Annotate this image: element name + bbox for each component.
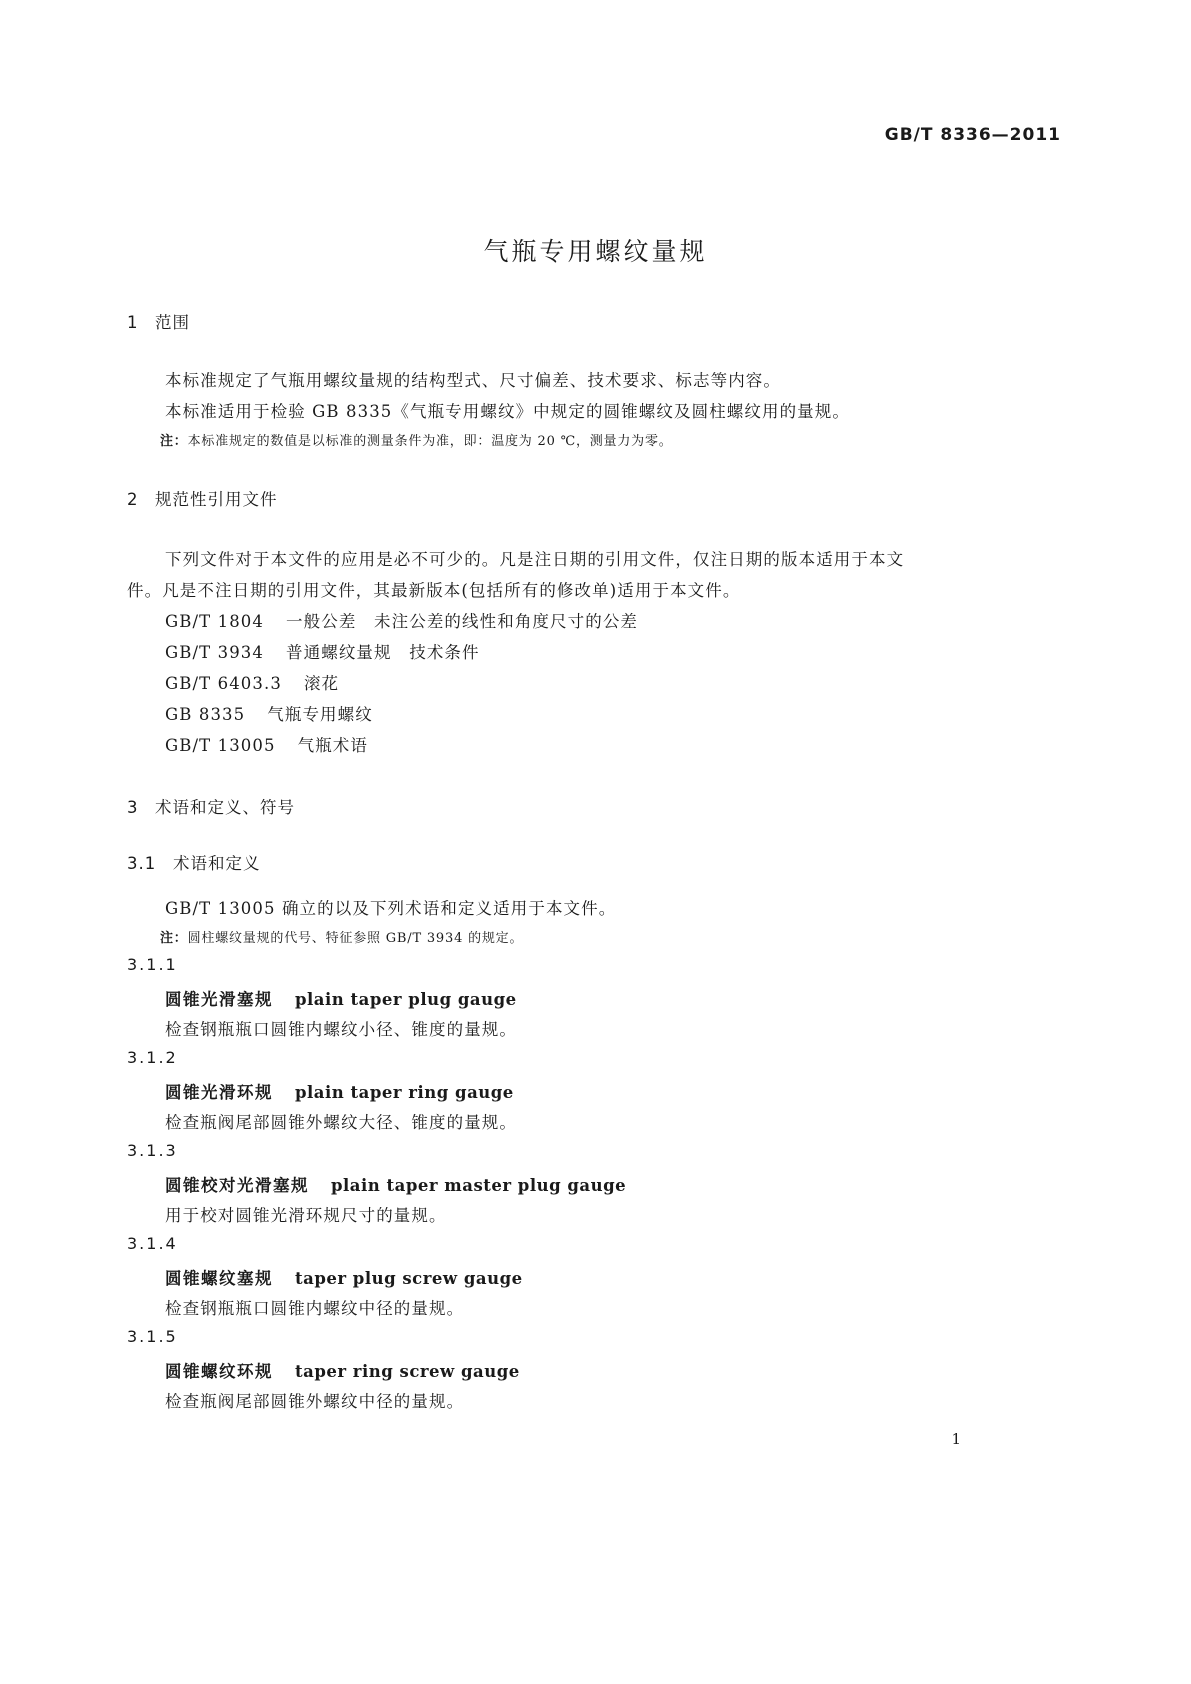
term-number: 3.1.4 xyxy=(127,1234,178,1253)
section-title: 范围 xyxy=(155,313,190,332)
reference-title: 普通螺纹量规 技术条件 xyxy=(286,643,480,662)
reference-item xyxy=(165,639,480,663)
paragraph: GB/T 13005 确立的以及下列术语和定义适用于本文件。 xyxy=(165,899,617,918)
term-english: plain taper ring gauge xyxy=(295,1083,514,1102)
term-english: taper plug screw gauge xyxy=(295,1269,523,1288)
term-number: 3.1.1 xyxy=(127,955,178,974)
term-heading xyxy=(165,1265,523,1289)
term-english: plain taper plug gauge xyxy=(295,990,517,1009)
section-3-heading xyxy=(127,794,295,818)
reference-item xyxy=(165,732,368,756)
term-english: plain taper master plug gauge xyxy=(331,1176,627,1195)
section-number: 3 xyxy=(127,798,139,817)
reference-code: GB/T 1804 xyxy=(165,612,265,631)
term-heading xyxy=(165,1358,520,1382)
reference-code: GB/T 13005 xyxy=(165,736,276,755)
term-english: taper ring screw gauge xyxy=(295,1362,520,1381)
term-number: 3.1.5 xyxy=(127,1327,178,1346)
term-number: 3.1.3 xyxy=(127,1141,178,1160)
standard-number: GB/T 8336—2011 xyxy=(884,125,1061,145)
reference-item xyxy=(165,701,373,725)
term-definition: 检查钢瓶瓶口圆锥内螺纹中径的量规。 xyxy=(165,1299,465,1318)
note-text: 本标准规定的数值是以标准的测量条件为准，即：温度为 20 ℃，测量力为零。 xyxy=(187,434,673,449)
subsection-number: 3.1 xyxy=(127,854,157,873)
term-chinese: 圆锥螺纹塞规 xyxy=(165,1269,273,1288)
section-2-heading xyxy=(127,486,278,510)
reference-item xyxy=(165,608,638,632)
paragraph: 下列文件对于本文件的应用是必不可少的。凡是注日期的引用文件，仅注日期的版本适用于本文 xyxy=(165,550,905,569)
reference-code: GB/T 3934 xyxy=(165,643,265,662)
term-definition: 用于校对圆锥光滑环规尺寸的量规。 xyxy=(165,1206,447,1225)
paragraph: 本标准适用于检验 GB 8335《气瓶专用螺纹》中规定的圆锥螺纹及圆柱螺纹用的量规。 xyxy=(165,402,850,421)
note-label: 注： xyxy=(160,434,188,449)
subsection-3-1-heading xyxy=(127,850,261,874)
reference-code: GB 8335 xyxy=(165,705,246,724)
subsection-title: 术语和定义 xyxy=(173,854,261,873)
reference-title: 一般公差 未注公差的线性和角度尺寸的公差 xyxy=(286,612,639,631)
note-label: 注： xyxy=(160,931,188,946)
term-heading xyxy=(165,1172,626,1196)
term-heading xyxy=(165,1079,514,1103)
section-title: 规范性引用文件 xyxy=(155,490,278,509)
term-number: 3.1.2 xyxy=(127,1048,178,1067)
term-definition: 检查瓶阀尾部圆锥外螺纹大径、锥度的量规。 xyxy=(165,1113,517,1132)
reference-item xyxy=(165,670,339,694)
term-chinese: 圆锥光滑塞规 xyxy=(165,990,273,1009)
paragraph: 本标准规定了气瓶用螺纹量规的结构型式、尺寸偏差、技术要求、标志等内容。 xyxy=(165,371,781,390)
term-chinese: 圆锥校对光滑塞规 xyxy=(165,1176,309,1195)
section-title: 术语和定义、符号 xyxy=(155,798,295,817)
term-chinese: 圆锥光滑环规 xyxy=(165,1083,273,1102)
note-text: 圆柱螺纹量规的代号、特征参照 GB/T 3934 的规定。 xyxy=(187,931,524,946)
reference-code: GB/T 6403.3 xyxy=(165,674,282,693)
term-heading xyxy=(165,986,517,1010)
term-chinese: 圆锥螺纹环规 xyxy=(165,1362,273,1381)
reference-title: 滚花 xyxy=(303,674,340,693)
term-definition: 检查钢瓶瓶口圆锥内螺纹小径、锥度的量规。 xyxy=(165,1020,517,1039)
document-title: 气瓶专用螺纹量规 xyxy=(483,237,708,266)
reference-title: 气瓶术语 xyxy=(297,736,369,755)
note xyxy=(160,927,523,946)
section-number: 1 xyxy=(127,313,139,332)
note xyxy=(160,430,673,449)
paragraph: 件。凡是不注日期的引用文件，其最新版本(包括所有的修改单)适用于本文件。 xyxy=(127,581,741,600)
page-number: 1 xyxy=(951,1430,961,1448)
term-definition: 检查瓶阀尾部圆锥外螺纹中径的量规。 xyxy=(165,1392,465,1411)
reference-title: 气瓶专用螺纹 xyxy=(267,705,373,724)
section-1-heading xyxy=(127,309,190,333)
section-number: 2 xyxy=(127,490,139,509)
